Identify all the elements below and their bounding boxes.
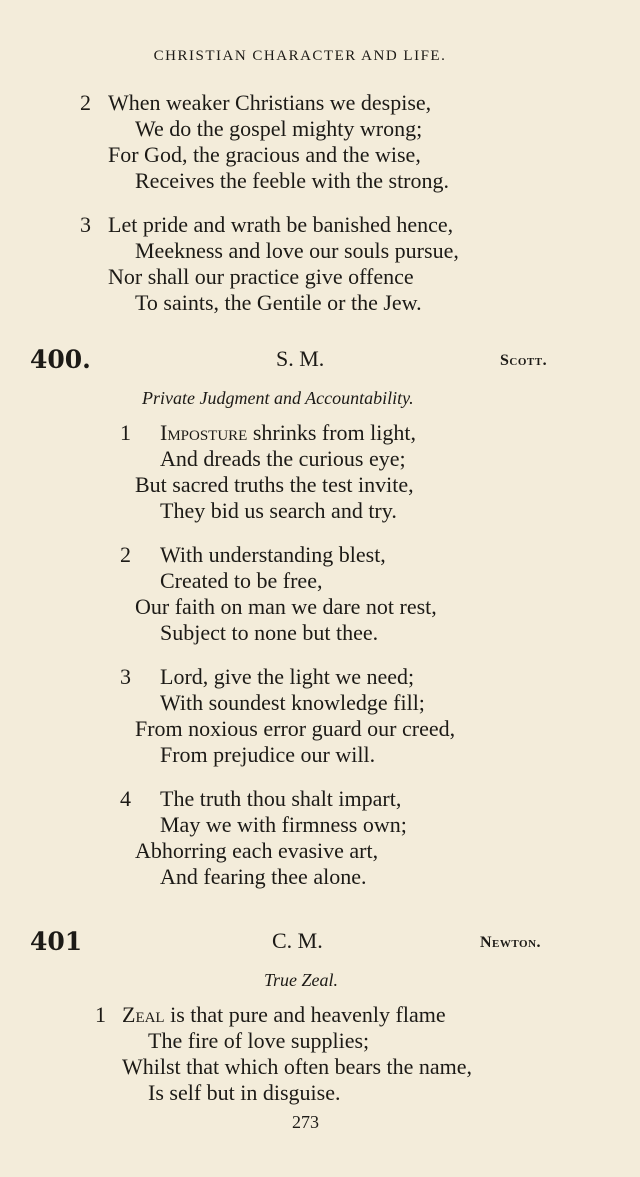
first-word: Imposture — [160, 420, 248, 445]
verse-line: May we with firmness own; — [160, 812, 407, 837]
verse-line: Abhorring each evasive art, — [135, 838, 379, 863]
stanza-number: 3 — [120, 664, 131, 689]
verse-line: They bid us search and try. — [160, 498, 397, 523]
verse-line: From prejudice our will. — [160, 742, 376, 767]
verse-line: And fearing thee alone. — [160, 864, 367, 889]
stanza-number: 1 — [120, 420, 131, 445]
hymn-meter: C. M. — [272, 928, 323, 953]
hymn-number: 400. — [30, 345, 91, 374]
verse-line: Imposture shrinks from light, — [160, 420, 417, 445]
verse-line: We do the gospel mighty wrong; — [135, 116, 423, 141]
stanza-number: 3 — [80, 212, 91, 237]
verse-line: Our faith on man we dare not rest, — [135, 594, 437, 619]
verse-line: From noxious error guard our creed, — [135, 716, 456, 741]
hymn-title: Private Judgment and Accountability. — [142, 388, 414, 408]
verse-line: For God, the gracious and the wise, — [108, 142, 421, 167]
verse-line: The truth thou shalt impart, — [160, 786, 402, 811]
verse-line: Whilst that which often bears the name, — [122, 1054, 473, 1079]
verse-line: But sacred truths the test invite, — [135, 472, 414, 497]
verse-line: Subject to none but thee. — [160, 620, 379, 645]
verse-line: Created to be free, — [160, 568, 323, 593]
verse-line: Let pride and wrath be banished hence, — [108, 212, 454, 237]
stanza-number: 4 — [120, 786, 131, 811]
verse-line: And dreads the curious eye; — [160, 446, 406, 471]
hymn-author: Newton. — [480, 934, 542, 951]
verse-line: When weaker Christians we despise, — [108, 90, 432, 115]
hymn-title: True Zeal. — [264, 970, 339, 990]
running-head: CHRISTIAN CHARACTER AND LIFE. — [153, 48, 447, 64]
verse-line: Meekness and love our souls pursue, — [135, 238, 459, 263]
stanza-number: 1 — [95, 1002, 106, 1027]
verse-line: Nor shall our practice give offence — [108, 264, 414, 289]
verse-line: The fire of love supplies; — [148, 1028, 370, 1053]
verse-line: To saints, the Gentile or the Jew. — [135, 290, 422, 315]
verse-line: Receives the feeble with the strong. — [135, 168, 450, 193]
stanza-number: 2 — [120, 542, 131, 567]
hymn-number: 401 — [30, 927, 83, 956]
hymn-meter: S. M. — [276, 346, 325, 371]
first-word: Zeal — [122, 1002, 165, 1027]
verse-line: Is self but in disguise. — [148, 1080, 341, 1105]
hymn-author: Scott. — [500, 352, 548, 369]
stanza-number: 2 — [80, 90, 91, 115]
verse-line: With soundest knowledge fill; — [160, 690, 425, 715]
verse-line: With understanding blest, — [160, 542, 386, 567]
verse-line: Zeal is that pure and heavenly flame — [122, 1002, 446, 1027]
page-number: 273 — [292, 1112, 319, 1132]
verse-line: Lord, give the light we need; — [160, 664, 415, 689]
